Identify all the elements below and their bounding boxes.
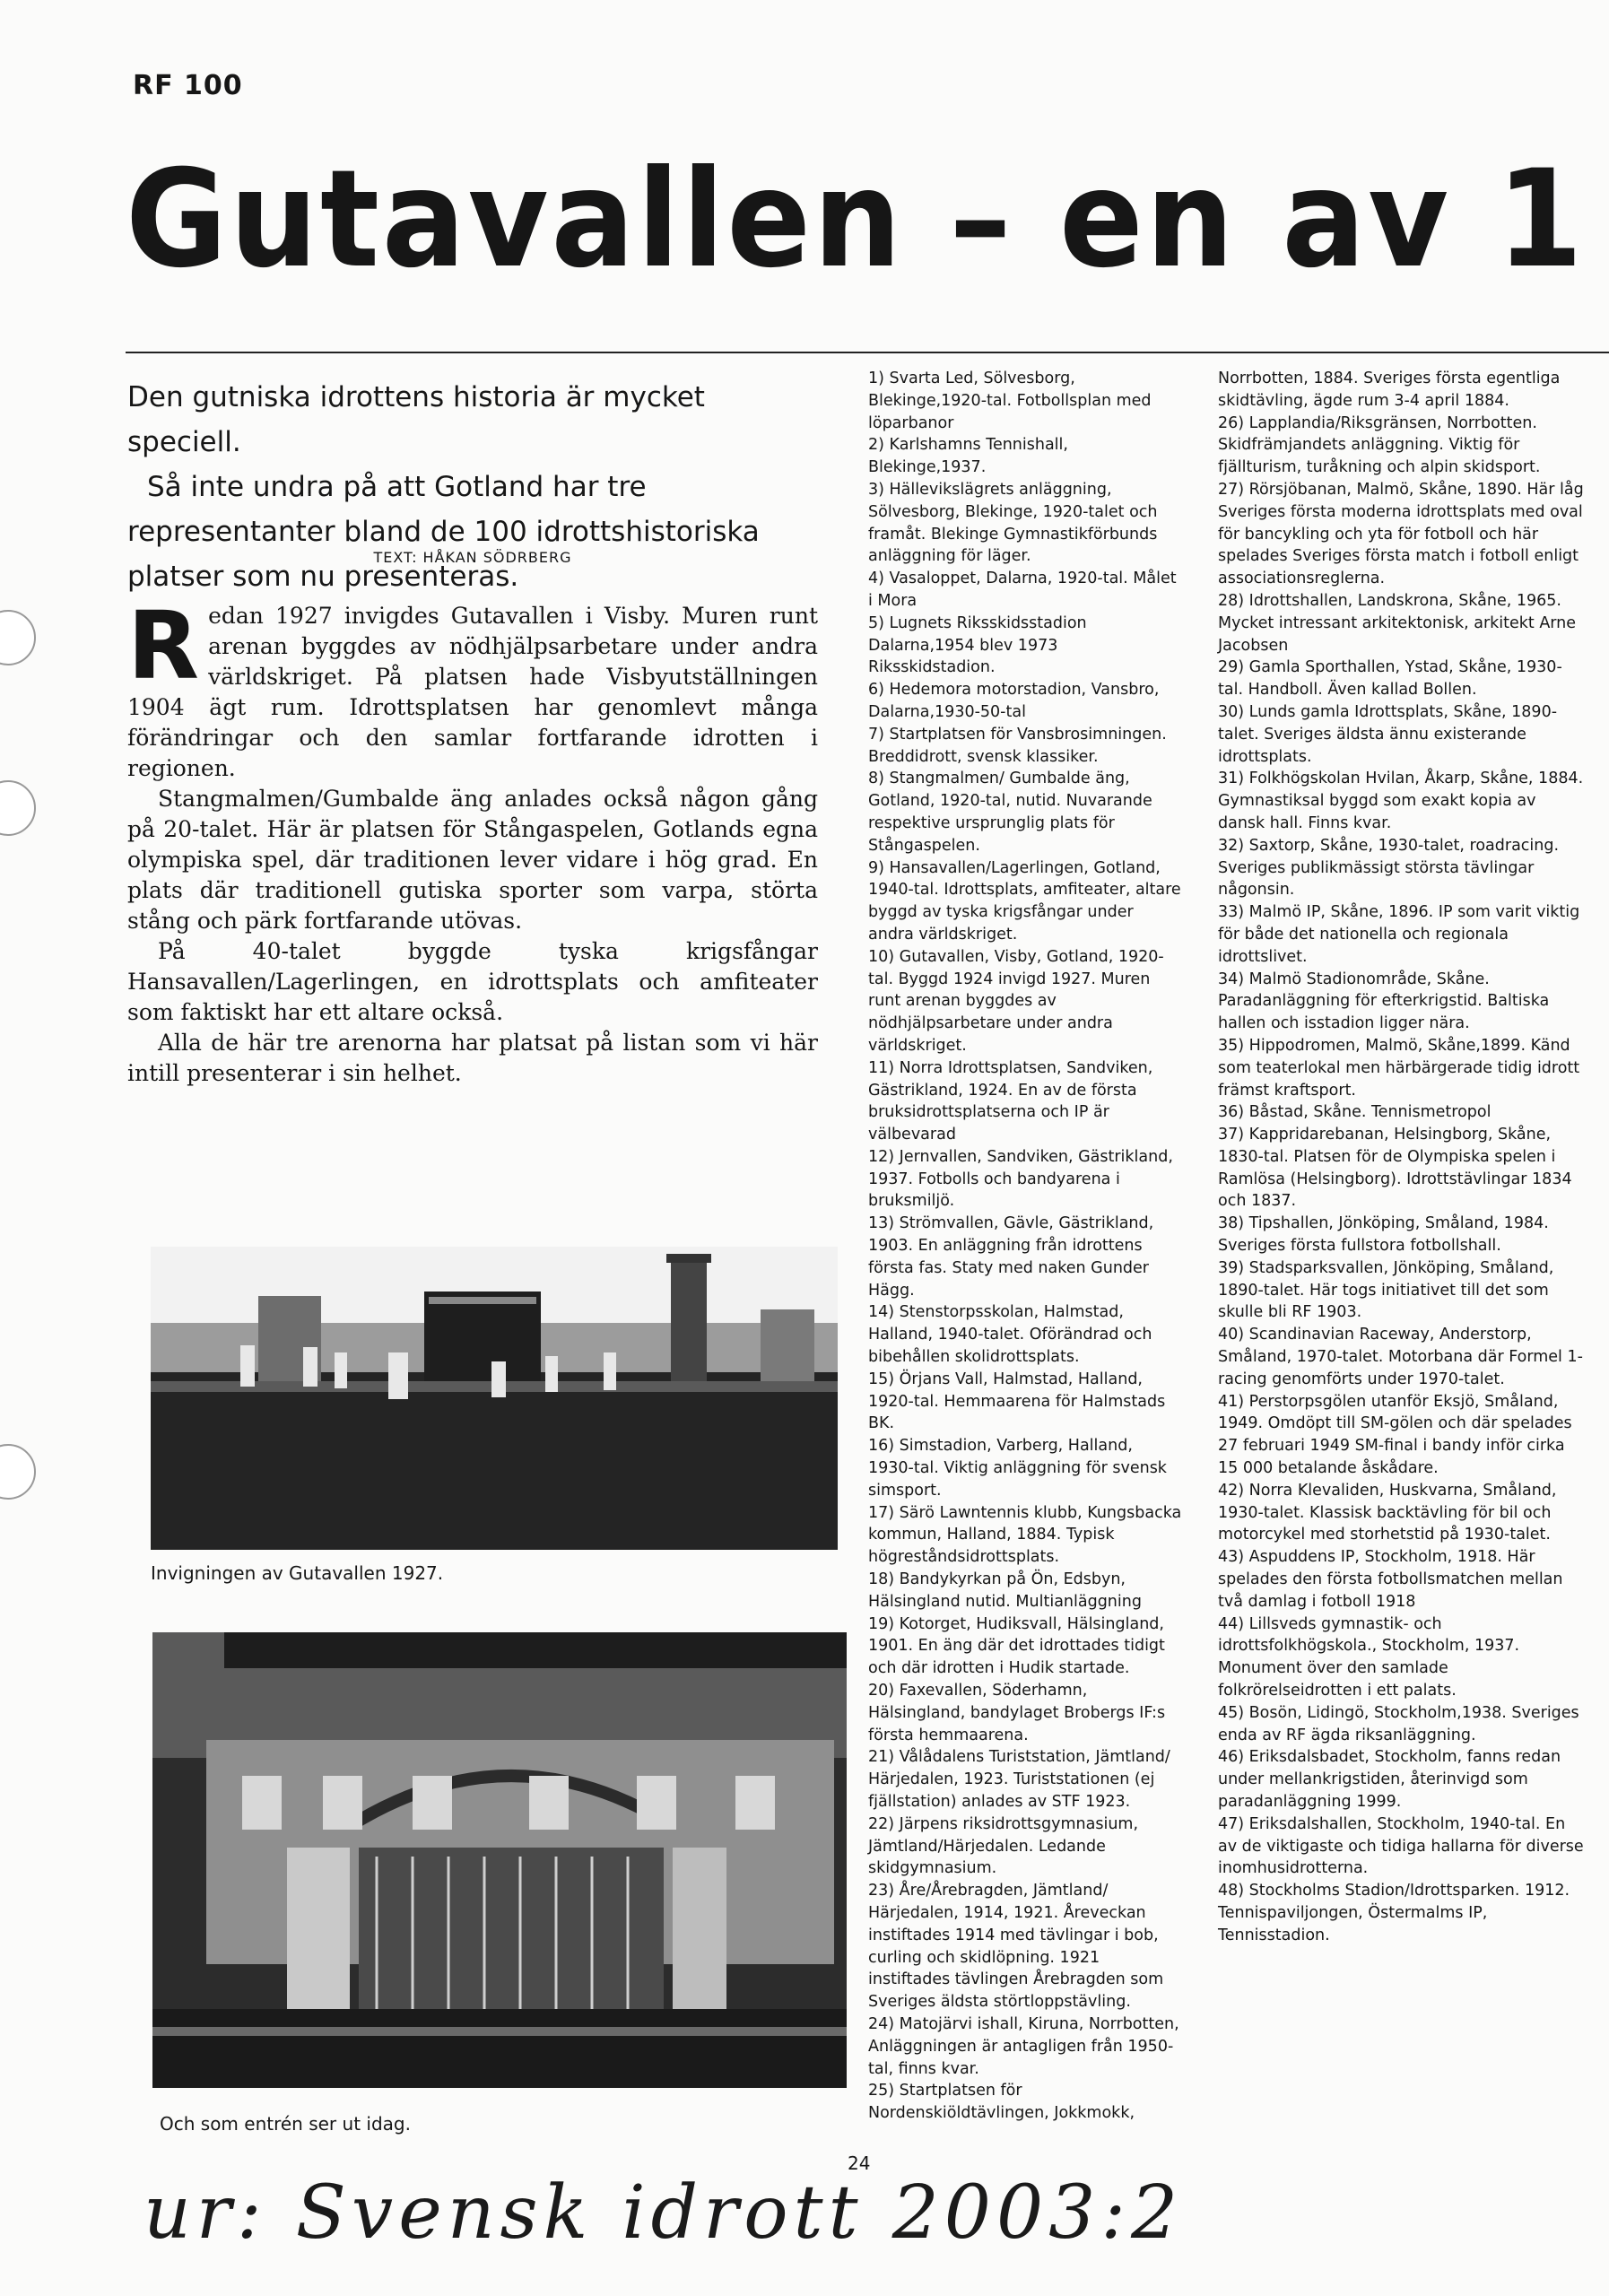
list-item: 15) Örjans Vall, Halmstad, Halland, 1920-tal. Hemmaarena för Halmstads BK. xyxy=(868,1370,1166,1433)
list-item: 48) Stockholms Stadion/Idrottsparken. 1912. Tennispaviljongen, Östermalms IP, Tennisstadion. xyxy=(1218,1882,1570,1944)
list-item: 41) Perstorpsgölen utanför Eksjö, Småland, 1949. Omdöpt till SM-gölen och där spelades 27 februari 1949 SM-final i bandy inför cirka 15 000 betalande åskådare. xyxy=(1218,1392,1572,1478)
list-item: 36) Båstad, Skåne. Tennismetropol xyxy=(1218,1103,1492,1122)
list-item: 10) Gutavallen, Visby, Gotland, 1920-tal. Byggd 1924 invigd 1927. Muren runt arenan byggdes av nödhjälpsarbetare under andra världskriget. xyxy=(868,947,1164,1055)
lead-line-2: Så inte undra på att Gotland har tre representanter bland de 100 idrottshistoriska platser som nu presenteras. xyxy=(127,471,760,593)
photo-inauguration-illustration xyxy=(151,1247,838,1550)
list-item: 21) Vålådalens Turiststation, Jämtland/ Härjedalen, 1923. Turiststationen (ej fjällstation) anlades av STF 1923. xyxy=(868,1748,1170,1811)
list-item: 42) Norra Klevaliden, Huskvarna, Småland, 1930-talet. Klassisk backtävling för bil och motorcykel med storhetstid på 1930-talet. xyxy=(1218,1481,1557,1544)
list-item: 45) Bosön, Lidingö, Stockholm,1938. Sveriges enda av RF ägda riksanläggning. xyxy=(1218,1703,1579,1744)
list-item: 47) Eriksdalshallen, Stockholm, 1940-tal. En av de viktigaste och tidiga hallarna för diverse inomhusidrotterna. xyxy=(1218,1814,1584,1878)
list-item: 25) Startplatsen för Nordenskiöldtävlingen, Jokkmokk, xyxy=(868,2082,1135,2123)
list-item: 44) Lillsveds gymnastik- och idrottsfolkhögskola., Stockholm, 1937. Monument över den samlade folkrörelseidrotten i ett palats. xyxy=(1218,1614,1520,1700)
body-paragraph-1: Redan 1927 invigdes Gutavallen i Visby. Muren runt arenan byggdes av nödhjälpsarbetare under andra världskriget. På platsen hade Visbyutställningen 1904 ägt rum. Idrottsplatsen har genomlevt många förändringar och den samlar fortfarande idrotten i regionen. xyxy=(127,591,818,781)
photo-caption-2: Och som entrén ser ut idag. xyxy=(160,2113,411,2135)
list-item: 9) Hansavallen/Lagerlingen, Gotland, 1940-tal. Idrottsplats, amfiteater, altare byggd av tyska krigsfångar under andra världskriget. xyxy=(868,858,1181,944)
list-item: 16) Simstadion, Varberg, Halland, 1930-tal. Viktig anläggning för svensk simsport. xyxy=(868,1437,1167,1500)
page-number: 24 xyxy=(848,2152,871,2174)
list-item: 17) Särö Lawntennis klubb, Kungsbacka kommun, Halland, 1884. Typisk högreståndsidrottsplats. xyxy=(868,1503,1182,1567)
photo-entrance-illustration xyxy=(152,1632,847,2088)
list-item: 5) Lugnets Riksskidsstadion Dalarna,1954 blev 1973 Riksskidstadion. xyxy=(868,613,1087,677)
list-item: 19) Kotorget, Hudiksvall, Hälsingland, 1901. En äng där det idrottades tidigt och där idrotten i Hudik startade. xyxy=(868,1614,1165,1678)
list-item: 43) Aspuddens IP, Stockholm, 1918. Här spelades den första fotbollsmatchen mellan två damlag i fotboll 1918 xyxy=(1218,1548,1563,1611)
list-item: 11) Norra Idrottsplatsen, Sandviken, Gästrikland, 1924. En av de första bruksidrottsplatserna och IP är välbevarad xyxy=(868,1058,1153,1144)
lead-line-1: Den gutniska idrottens historia är mycket speciell. xyxy=(127,381,705,458)
byline: TEXT: HÅKAN SÖDRBERG xyxy=(373,549,572,566)
list-item: 31) Folkhögskolan Hvilan, Åkarp, Skåne, 1884. Gymnastiksal byggd som exakt kopia av dansk hall. Finns kvar. xyxy=(1218,770,1584,832)
list-item: 29) Gamla Sporthallen, Ystad, Skåne, 1930-tal. Handboll. Även kallad Bollen. xyxy=(1218,658,1562,700)
list-item: 4) Vasaloppet, Dalarna, 1920-tal. Målet i Mora xyxy=(868,570,1177,610)
list-item: 24) Matojärvi ishall, Kiruna, Norrbotten, Anläggningen är antagligen från 1950-tal, finns kvar. xyxy=(868,2014,1179,2078)
rf100-list-column-2 xyxy=(1218,368,1586,1947)
list-item: 1) Svarta Led, Sölvesborg, Blekinge,1920-tal. Fotbollsplan med löparbanor xyxy=(868,370,1152,432)
list-item: 26) Lapplandia/Riksgränsen, Norrbotten. Skidfrämjandets anläggning. Viktig för fjällturism, turåkning och alpin skidsport. xyxy=(1218,413,1541,477)
header-divider xyxy=(126,352,1609,353)
list-item: 12) Jernvallen, Sandviken, Gästrikland, 1937. Fotbolls och bandyarena i bruksmiljö. xyxy=(868,1147,1173,1211)
list-item: 39) Stadsparksvallen, Jönköping, Småland, 1890-talet. Här togs initiativet till det som skulle bli RF 1903. xyxy=(1218,1258,1554,1322)
body-paragraph-2: Stangmalmen/Gumbalde äng anlades också någon gång på 20-talet. Här är platsen för Stångaspelen, Gotlands egna olympiska spel, där traditionen lever vidare i hög grad. En plats där traditionell gutiska sporter som varpa, störta stång och pärk fortfarande utövas. xyxy=(127,786,818,934)
article-body xyxy=(127,591,818,1089)
list-item: 23) Åre/Årebragden, Jämtland/ Härjedalen, 1914, 1921. Åreveckan instiftades 1914 med tävlingar i bob, curling och skidlöpning. 1921 instiftades tävlingen Årebragden som Sveriges äldsta störtloppstävling. xyxy=(868,1882,1164,2012)
list-item: 14) Stenstorpsskolan, Halmstad, Halland, 1940-talet. Oförändrad och bibehållen skolidrottsplats. xyxy=(868,1303,1152,1367)
list-item: 38) Tipshallen, Jönköping, Småland, 1984. Sveriges första fullstora fotbollshall. xyxy=(1218,1214,1549,1256)
list-item: 8) Stangmalmen/ Gumbalde äng, Gotland, 1920-tal, nutid. Nuvarande respektive ursprunglig plats för Stångaspelen. xyxy=(868,770,1152,855)
list-item: 7) Startplatsen för Vansbrosimningen. Breddidrott, svensk klassiker. xyxy=(868,725,1167,766)
list-item: 6) Hedemora motorstadion, Vansbro, Dalarna,1930-50-tal xyxy=(868,681,1160,721)
rf100-list-column-1 xyxy=(868,368,1182,2125)
list-item: 30) Lunds gamla Idrottsplats, Skåne, 1890-talet. Sveriges äldsta ännu existerande idrottsplats. xyxy=(1218,702,1558,766)
photo-caption-1: Invigningen av Gutavallen 1927. xyxy=(151,1562,444,1584)
list-item: 20) Faxevallen, Söderhamn, Hälsingland, bandylaget Brobergs IF:s första hemmaarena. xyxy=(868,1682,1166,1744)
list-item: 13) Strömvallen, Gävle, Gästrikland, 1903. En anläggning från idrottens första fas. Staty med naken Gunder Hägg. xyxy=(868,1214,1154,1300)
list-item: 35) Hippodromen, Malmö, Skåne,1899. Känd som teaterlokal men härbärgerade tidig idrott främst kraftsport. xyxy=(1218,1036,1580,1100)
section-label: RF 100 xyxy=(133,70,243,101)
list-item: 2) Karlshamns Tennishall, Blekinge,1937. xyxy=(868,436,1068,477)
list-item: 37) Kappridarebanan, Helsingborg, Skåne, 1830-tal. Platsen för de Olympiska spelen i Ramlösa (Helsingborg). Idrottstävlingar 1834 och 1837. xyxy=(1218,1126,1572,1211)
photo-inauguration xyxy=(151,1247,838,1550)
list-item: 33) Malmö IP, Skåne, 1896. IP som varit viktig för både det nationella och regionala idrottslivet. xyxy=(1218,903,1580,966)
list-item: 34) Malmö Stadionområde, Skåne. Paradanläggning för efterkrigstid. Baltiska hallen och isstadion ligger nära. xyxy=(1218,970,1550,1033)
list-item: 46) Eriksdalsbadet, Stockholm, fanns redan under mellankrigstiden, återinvigd som paradanläggning 1999. xyxy=(1218,1748,1561,1811)
list-item: 22) Järpens riksidrottsgymnasium, Jämtland/Härjedalen. Ledande skidgymnasium. xyxy=(868,1814,1139,1878)
list-item: 40) Scandinavian Raceway, Anderstorp, Småland, 1970-talet. Motorbana där Formel 1-racing genomförts under 1970-talet. xyxy=(1218,1326,1583,1388)
body-paragraph-3: På 40-talet byggde tyska krigsfångar Hansavallen/Lagerlingen, en idrottsplats och amfiteater som faktiskt har ett altare också. xyxy=(127,938,818,1025)
list-item: Norrbotten, 1884. Sveriges första egentliga skidtävling, ägde rum 3-4 april 1884. xyxy=(1218,370,1561,410)
list-item: 18) Bandykyrkan på Ön, Edsbyn, Hälsingland nutid. Multianläggning xyxy=(868,1570,1142,1611)
body-paragraph-4: Alla de här tre arenorna har platsat på listan som vi här intill presenterar i sin helhet. xyxy=(127,1030,818,1086)
handwritten-source-note: ur: Svensk idrott 2003:2 xyxy=(144,2170,1184,2256)
list-item: 3) Hällevikslägrets anläggning, Sölvesborg, Blekinge, 1920-talet och framåt. Blekinge Gymnastikförbunds anläggning för läger. xyxy=(868,480,1158,566)
list-item: 28) Idrottshallen, Landskrona, Skåne, 1965. Mycket intressant arkitektonisk, arkitekt Arne Jacobsen xyxy=(1218,591,1577,655)
list-item: 32) Saxtorp, Skåne, 1930-talet, roadracing. Sveriges publikmässigt största tävlingar någonsin. xyxy=(1218,836,1560,900)
drop-cap: R xyxy=(127,591,200,700)
headline: Gutavallen – en av 1 xyxy=(126,142,1586,298)
list-item: 27) Rörsjöbanan, Malmö, Skåne, 1890. Här låg Sveriges första moderna idrottsplats med oval för bancykling och yta för fotboll och här spelades Sveriges första match i fotboll enligt associationsreglerna. xyxy=(1218,480,1584,588)
photo-entrance xyxy=(152,1632,847,2088)
